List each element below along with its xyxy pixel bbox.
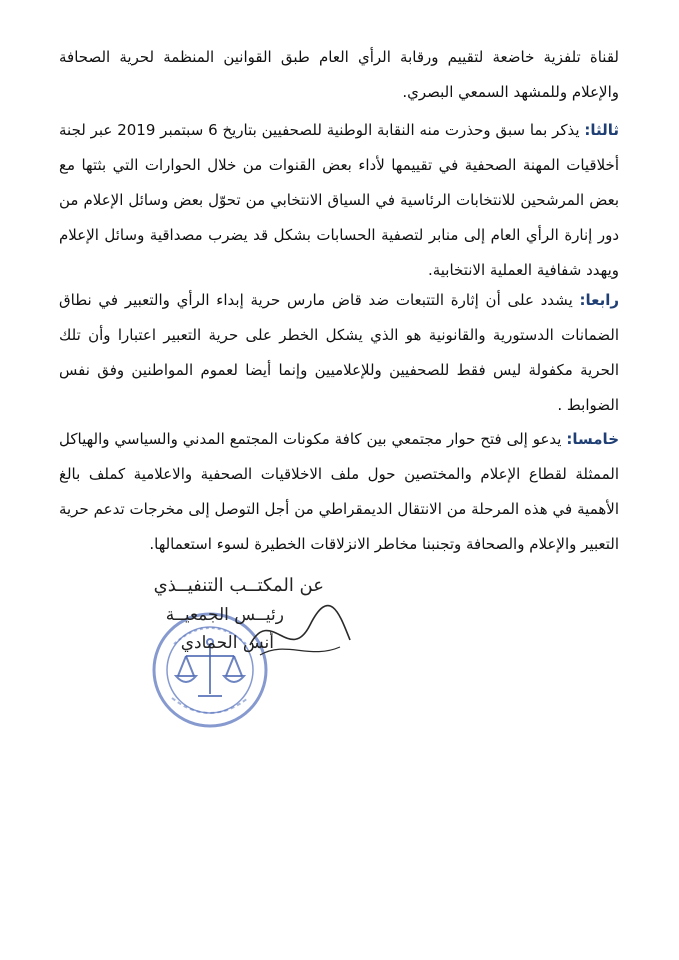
signature-title: رئيــس الجمعيــة [165, 605, 284, 625]
section-fourth-heading: رابعا: [579, 291, 619, 309]
handwritten-signature [240, 585, 360, 675]
section-fifth [59, 422, 619, 562]
intro-text: لقناة تلفزية خاضعة لتقييم ورقابة الرأي العام طبق القوانين المنظمة لحرية الصحافة والإعلام وللمشهد السمعي البصري. [59, 48, 619, 101]
intro-paragraph [59, 40, 619, 110]
signature-office: عن المكتــب التنفيــذي [153, 575, 324, 596]
section-fourth-text: يشدد على أن إثارة التتبعات ضد قاض مارس حرية إبداء الرأي والتعبير في نطاق الضمانات الدستورية والقانونية هو الذي يشكل الخطر على حرية التعبير اعتبارا وأن تلك الحرية مكفولة ليس فقط للصحفيين وللإعلاميين وإنما أيضا لعموم المواطنين وفق نفس الضوابط . [59, 291, 619, 414]
section-third [59, 113, 619, 288]
section-third-heading: ثالثا: [584, 121, 619, 139]
section-fifth-heading: خامسا: [566, 430, 619, 448]
section-third-text: يذكر بما سبق وحذرت منه النقابة الوطنية للصحفيين بتاريخ 6 سبتمبر 2019 عبر لجنة أخلاقيات المهنة الصحفية في تقييمها لأداء بعض القنوات من خلال الحوارات التي بثتها مع بعض المرشحين للانتخابات الرئاسية في السياق الانتخابي من تحوّل بعض وسائل الإعلام من دور إنارة الرأي العام إلى منابر لتصفية الحسابات بشكل قد يضرب مصداقية وسائل الإعلام ويهدد شفافية العملية الانتخابية. [59, 121, 619, 279]
section-fourth [59, 283, 619, 423]
signature-name: أنس الحمادي [180, 633, 274, 653]
section-fifth-text: يدعو إلى فتح حوار مجتمعي بين كافة مكونات المجتمع المدني والسياسي والهياكل الممثلة لقطاع الإعلام والمختصين حول ملف الاخلاقيات الصحفية والاعلامية كملف بالغ الأهمية في هذه المرحلة من الانتقال الديمقراطي من أجل التوصل إلى مخرجات تدعم حرية التعبير والإعلام والصحافة وتجنبنا مخاطر الانزلاقات الخطيرة لسوء استعمالها. [59, 430, 619, 553]
